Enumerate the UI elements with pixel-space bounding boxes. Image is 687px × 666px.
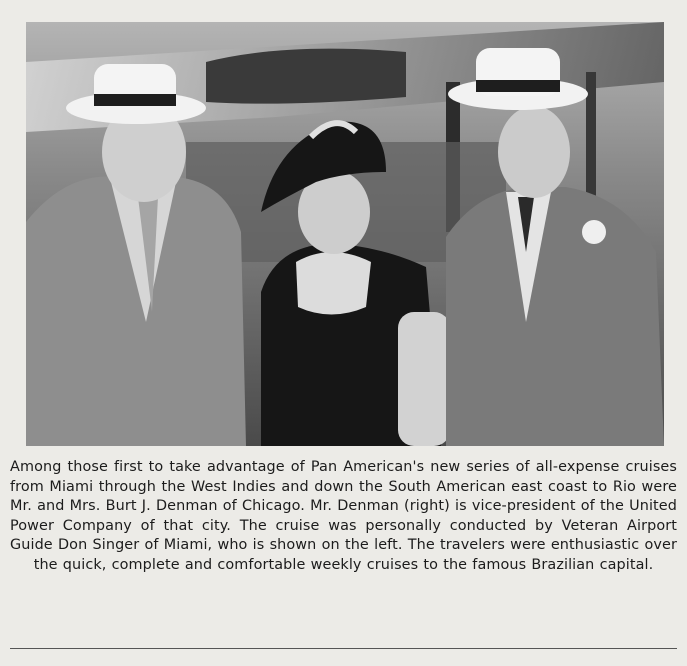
bottom-rule (10, 648, 677, 649)
aircraft-engine (206, 49, 406, 104)
news-photo (26, 22, 664, 446)
boutonniere (582, 220, 606, 244)
photo-caption: Among those first to take advantage of Pan American's new series of all-expense cruises from Miami through the West Indies and down the South American east coast to Rio were Mr. and Mrs. Burt J. Denman of Chicago. Mr. Denman (right) is vice-president of the United Power Company of that city. The cruise was personally conducted by Veteran Airport Guide Don Singer of Miami, who is shown on the left. The travelers were enthusiastic over the quick, complete and comfortable weekly cruises to the famous Brazilian capital. (10, 459, 677, 573)
